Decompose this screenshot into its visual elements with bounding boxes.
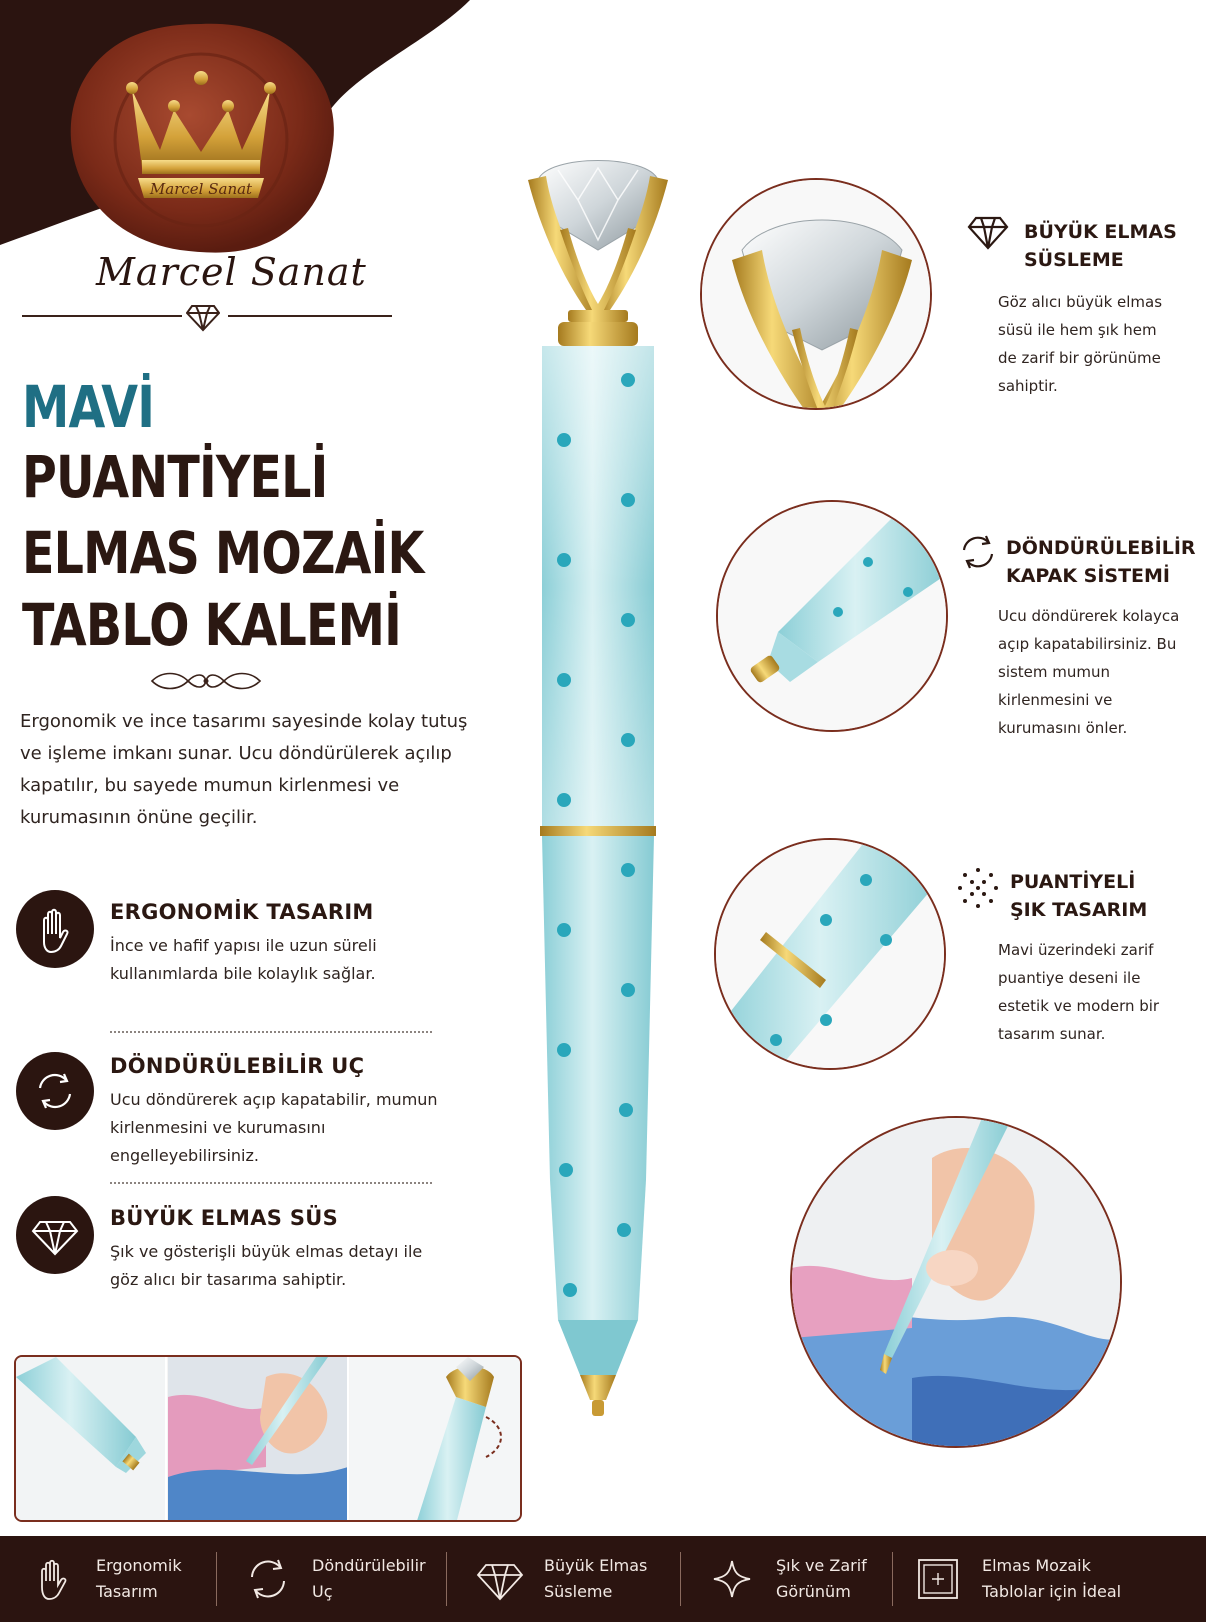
feature-desc: Ucu döndürerek açıp kapatabilir, mumun kirlenmesini ve kurumasını engelleyebilirsiniz.: [110, 1090, 438, 1165]
title-line-2: PUANTİYELİ: [22, 443, 328, 511]
side-title: ŞIK TASARIM: [1010, 899, 1148, 921]
hand-icon: [16, 890, 94, 968]
hand-icon: [28, 1555, 76, 1603]
footer-separator: [892, 1552, 893, 1606]
wax-seal-logo: [62, 18, 340, 258]
footer-label: Elmas Mozaik Tablolar için İdeal: [982, 1556, 1122, 1601]
footer-separator: [216, 1552, 217, 1606]
feature-title: BÜYÜK ELMAS SÜS: [110, 1206, 339, 1230]
side-desc: Ucu döndürerek kolayca açıp kapatabilirsiniz. Bu sistem mumun kirlenmesini ve kurumasını önler.: [998, 607, 1180, 737]
footer-item: [914, 1536, 1121, 1622]
divider: [110, 1031, 432, 1033]
footer-item: [244, 1536, 426, 1622]
divider: [110, 1182, 432, 1184]
seal-text: Marcel Sanat: [149, 180, 253, 198]
footer-item: [28, 1536, 182, 1622]
diamond-icon: [476, 1555, 524, 1603]
side-title: DÖNDÜRÜLEBİLİR: [1006, 537, 1196, 559]
rotate-icon: [16, 1052, 94, 1130]
divider: [228, 315, 392, 317]
brand-name: Marcel Sanat: [96, 250, 367, 294]
diamond-pen-image: [498, 140, 698, 1622]
detail-circle-usage: [790, 1116, 1122, 1448]
feature-icon-diamond: [16, 1196, 94, 1274]
side-title: BÜYÜK ELMAS: [1024, 221, 1177, 243]
feature-icon-rotate: [16, 1052, 94, 1130]
footer-label: Büyük Elmas Süsleme: [544, 1556, 648, 1601]
footer-separator: [680, 1552, 681, 1606]
title-line-4: TABLO KALEMİ: [22, 591, 402, 659]
diamond-icon: [966, 208, 1010, 252]
side-desc: Mavi üzerindeki zarif puantiye deseni ile estetik ve modern bir tasarım sunar.: [998, 941, 1160, 1043]
feature-icon-ergonomic: [16, 890, 94, 968]
divider: [22, 315, 182, 317]
side-title: SÜSLEME: [1024, 249, 1124, 271]
ornament-divider: [148, 668, 264, 694]
dots-icon: [956, 866, 1000, 910]
feature-desc: İnce ve hafif yapısı ile uzun süreli kullanımlarda bile kolaylık sağlar.: [110, 936, 377, 983]
detail-circle-tip: [716, 500, 948, 732]
footer-bar: [0, 1536, 1206, 1622]
rotate-icon: [956, 530, 1000, 574]
footer-label: Ergonomik Tasarım: [96, 1556, 182, 1601]
footer-separator: [446, 1552, 447, 1606]
frame-icon: [914, 1555, 962, 1603]
title-line-3: ELMAS MOZAİK: [22, 519, 424, 587]
rotate-icon: [244, 1555, 292, 1603]
product-photo-strip: [14, 1355, 522, 1522]
diamond-icon: [186, 302, 220, 332]
side-desc: Göz alıcı büyük elmas süsü ile hem şık hem de zarif bir görünüme sahiptir.: [998, 293, 1163, 395]
feature-desc: Şık ve gösterişli büyük elmas detayı ile göz alıcı bir tasarıma sahiptir.: [110, 1242, 423, 1289]
sparkle-icon: [708, 1555, 756, 1603]
feature-title: DÖNDÜRÜLEBİLİR UÇ: [110, 1054, 365, 1078]
side-title: PUANTİYELİ: [1010, 871, 1136, 893]
footer-label: Şık ve Zarif Görünüm: [776, 1556, 867, 1601]
intro-text: Ergonomik ve ince tasarımı sayesinde kolay tutuş ve işleme imkanı sunar. Ucu döndürülerek açılıp kapatılır, bu sayede mumun kirlenmesi ve kurumasının önüne geçilir.: [20, 711, 468, 828]
side-title: KAPAK SİSTEMİ: [1006, 565, 1171, 587]
feature-title: ERGONOMİK TASARIM: [110, 900, 374, 924]
footer-item: [708, 1536, 867, 1622]
footer-item: [476, 1536, 647, 1622]
diamond-icon: [16, 1196, 94, 1274]
title-line-1: MAVİ: [22, 373, 155, 441]
detail-circle-diamond: [700, 178, 932, 410]
footer-label: Döndürülebilir Uç: [312, 1556, 426, 1601]
detail-circle-dots: [714, 838, 946, 1070]
